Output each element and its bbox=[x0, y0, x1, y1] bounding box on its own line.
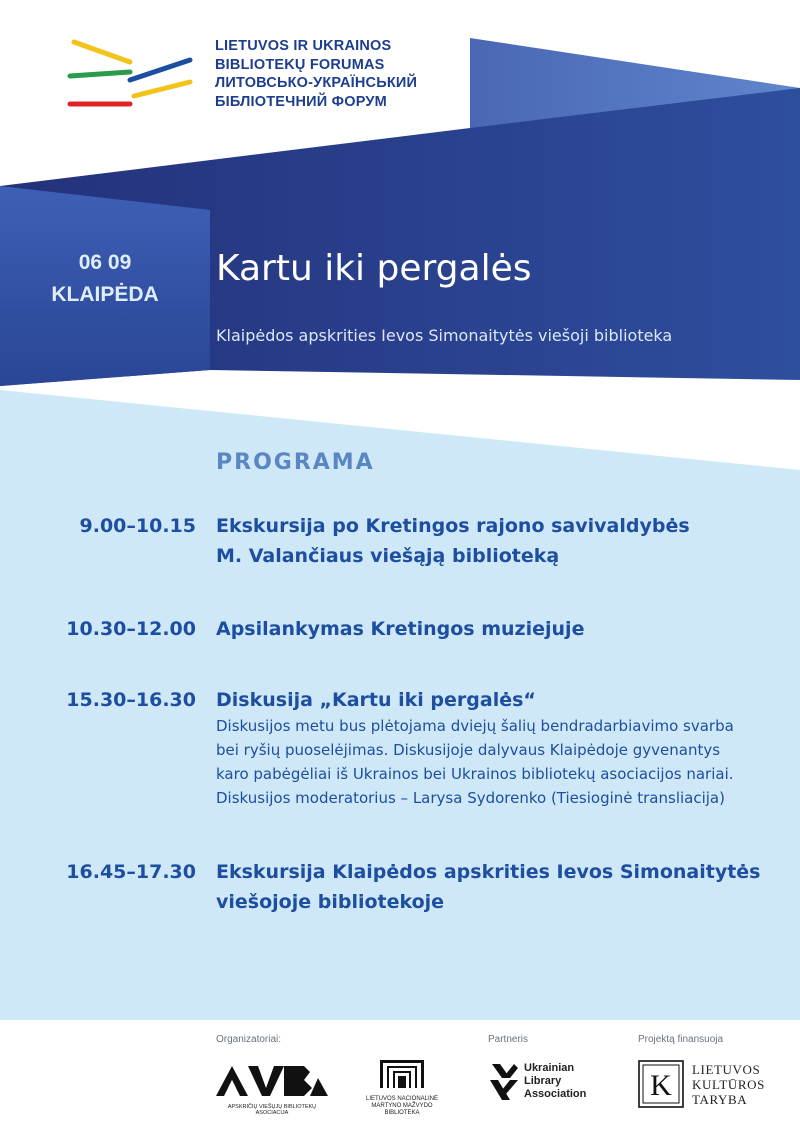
program-title-line: viešojoje bibliotekoje bbox=[216, 891, 445, 913]
logo-blue-bar bbox=[130, 60, 190, 80]
program-title-line: M. Valančiaus viešąją biblioteką bbox=[216, 545, 560, 567]
program-time: 16.45–17.30 bbox=[66, 861, 196, 883]
program-title-line: Ekskursija po Kretingos rajono savivaldybės bbox=[216, 515, 690, 537]
program-item-1 bbox=[0, 512, 800, 572]
logo-line-4: БІБЛІОТЕЧНИЙ ФОРУМ bbox=[215, 93, 387, 110]
svg-text:K: K bbox=[650, 1069, 672, 1102]
lnb-logo bbox=[354, 1058, 450, 1118]
event-city: KLAIPĖDA bbox=[51, 283, 159, 306]
library-building-icon bbox=[354, 1058, 450, 1090]
lkt-text-line: TARYBA bbox=[692, 1092, 748, 1107]
logo-line-2: BIBLIOTEKŲ FORUMAS bbox=[215, 56, 385, 73]
program-item-3 bbox=[0, 686, 800, 816]
event-venue: Klaipėdos apskrities Ievos Simonaitytės viešoji biblioteka bbox=[216, 326, 673, 345]
ula-logo bbox=[488, 1058, 598, 1114]
lkt-k-icon bbox=[638, 1060, 684, 1108]
logo-green-bar bbox=[70, 72, 130, 76]
program-title-line: Diskusija „Kartu iki pergalės“ bbox=[216, 689, 536, 711]
avba-text: APSKRIČIŲ VIEŠŲJŲ BIBLIOTEKŲ ASOCIACIJA bbox=[227, 1104, 317, 1116]
ula-text-line: Library bbox=[524, 1075, 562, 1087]
program-title-line: Ekskursija Klaipėdos apskrities Ievos Simonaitytės bbox=[216, 861, 761, 883]
ula-text-line: Ukrainian bbox=[524, 1062, 575, 1074]
program-time: 10.30–12.00 bbox=[66, 618, 196, 640]
lnb-text-line: MARTYNO MAŽVYDO bbox=[371, 1103, 433, 1109]
program-heading: PROGRAMA bbox=[216, 450, 375, 475]
program-title-line: Apsilankymas Kretingos muziejuje bbox=[216, 618, 585, 640]
logo-line-3: ЛИТОВСЬКО-УКРАЇНСЬКИЙ bbox=[215, 75, 418, 91]
logo-line-1: LIETUVOS IR UKRAINOS bbox=[215, 38, 392, 54]
logo-yellow-bar bbox=[74, 42, 130, 62]
program-description-line: Diskusijos metu bus plėtojama dviejų šalių bendradarbiavimo svarba bbox=[216, 717, 734, 735]
event-title: Kartu iki pergalės bbox=[216, 248, 532, 289]
program-item-4 bbox=[0, 858, 800, 918]
program-description-line: Diskusijos moderatorius – Larysa Sydorenko (Tiesioginė transliacija) bbox=[216, 789, 725, 807]
program-item-2 bbox=[0, 615, 800, 645]
organizers-label: Organizatoriai: bbox=[216, 1034, 282, 1045]
ula-logo-icon bbox=[488, 1060, 518, 1106]
avba-logo-icon bbox=[214, 1062, 330, 1098]
date-location bbox=[0, 247, 210, 311]
forum-logo-icon bbox=[66, 36, 196, 112]
funder-label: Projektą finansuoja bbox=[638, 1034, 724, 1045]
program-description-line: bei ryšių puoselėjimas. Diskusijoje dalyvaus Klaipėdoje gyvenantys bbox=[216, 741, 721, 759]
partner-label: Partneris bbox=[488, 1034, 529, 1045]
forum-logo-text bbox=[215, 37, 417, 111]
event-date: 06 09 bbox=[78, 251, 132, 274]
lkt-text-line: LIETUVOS bbox=[692, 1062, 761, 1077]
lkt-logo bbox=[638, 1058, 778, 1114]
lnb-text-line: BIBLIOTEKA bbox=[384, 1110, 420, 1116]
program-time: 15.30–16.30 bbox=[66, 689, 196, 711]
ula-text-line: Association bbox=[524, 1088, 587, 1100]
program-description-line: karo pabėgėliai iš Ukrainos bei Ukrainos bibliotekų asociacijos nariai. bbox=[216, 765, 734, 783]
lkt-text-line: KULTŪROS bbox=[692, 1077, 765, 1092]
lnb-text-line: LIETUVOS NACIONALINĖ bbox=[365, 1096, 439, 1102]
avba-logo bbox=[214, 1062, 330, 1114]
program-time: 9.00–10.15 bbox=[79, 515, 196, 537]
logo-yellow-bar-2 bbox=[134, 82, 190, 96]
